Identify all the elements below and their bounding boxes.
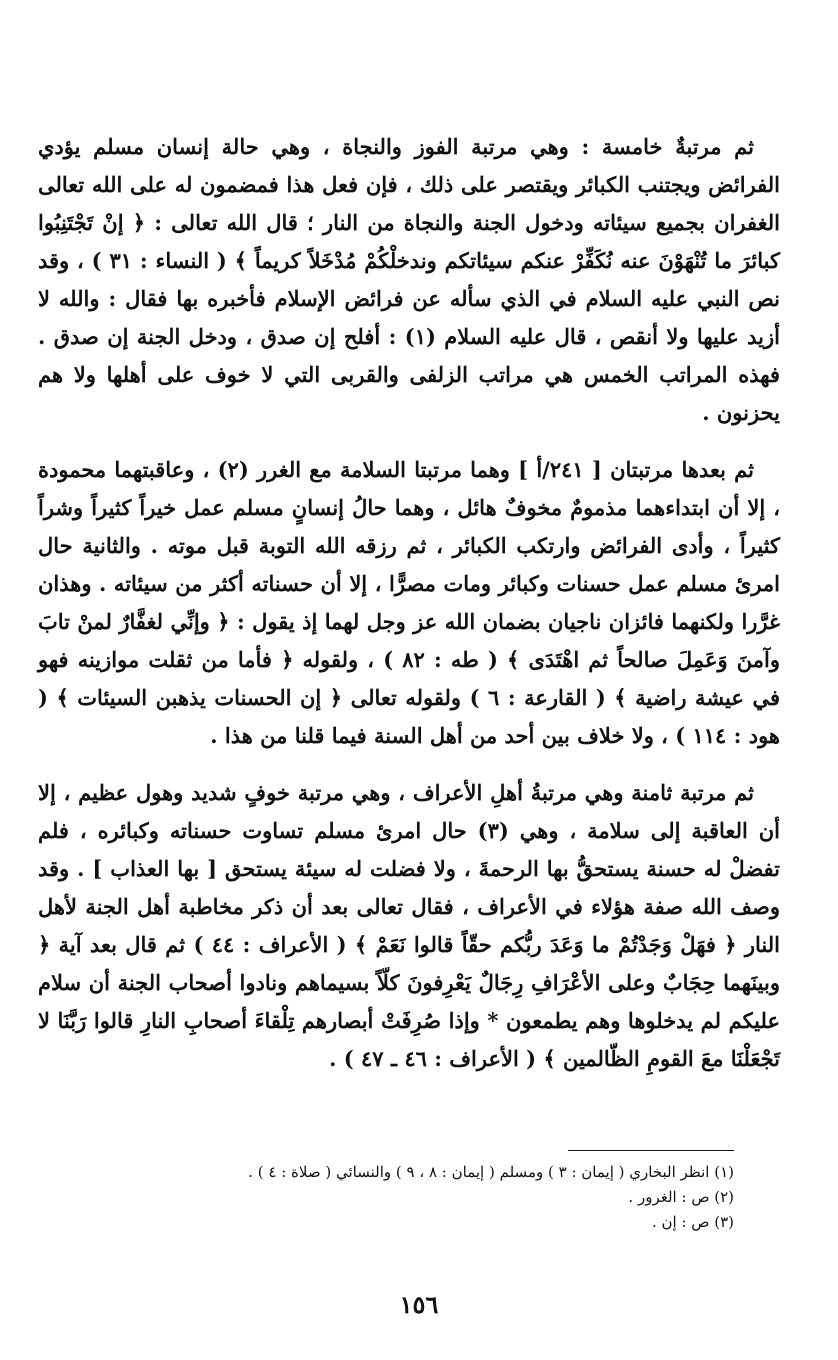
footnotes [60, 1160, 734, 1235]
footnote-1: (١) انظر البخاري ( إيمان : ٣ ) ومسلم ( إيمان : ٨ ، ٩ ) والنسائي ( صلاة : ٤ ) . [248, 1163, 734, 1181]
footnote-2: (٢) ص : الغرور . [628, 1188, 734, 1206]
main-text [38, 128, 780, 1097]
footnote-divider [568, 1150, 734, 1151]
paragraph-eighth-rank: ثم مرتبة ثامنة وهي مرتبةُ أهلِ الأعراف ، وهي مرتبة خوفٍ شديد وهول عظيم ، إلا أن العاقبة إلى سلامة ، وهي (٣) حال امرئ مسلم تساوت حسناته وكبائره ، فلم تفضلْ له حسنة يستحقُّ بها الرحمةَ ، ولا فضلت له سيئة يستحق [ بها العذاب ] . وقد وصف الله صفة هؤلاء في الأعراف ، فقال تعالى بعد أن ذكر مخاطبة أهل الجنة لأهل النار ﴿ فهَلْ وَجَدْتُمْ ما وَعَدَ ربُّكم حقّاً قالوا نَعَمْ ﴾ ( الأعراف : ٤٤ ) ثم قال بعد آية ﴿ وبينَهما حِجَابٌ وعلى الأعْرَافِ رِجَالٌ يَعْرِفونَ كلّاً بسيماهم ونادوا أصحاب الجنة أن سلام عليكم لم يدخلوها وهم يطمعون * وإذا صُرِفَتْ أبصارهم تِلْقاءَ أصحابِ النارِ قالوا رَبَّنَا لا تَجْعَلْنَا معَ القومِ الظّالمين ﴾ ( الأعراف : ٤٦ ـ ٤٧ ) . [38, 780, 781, 1071]
page-number: ١٥٦ [399, 1290, 439, 1319]
footnote-3: (٣) ص : إن . [652, 1213, 734, 1231]
paragraph-two-ranks: ثم بعدها مرتبتان [ ٢٤١/أ ] وهما مرتبتا السلامة مع الغرر (٢) ، وعاقبتهما محمودة ، إلا أن ابتداءهما مذمومٌ مخوفٌ هائل ، وهما حالُ إنسانٍ مسلم عمل خيراً كثيراً وشراً كثيراً ، وأدى الفرائض وارتكب الكبائر ، ثم رزقه الله التوبة قبل موته . والثانية حال امرئ مسلم عمل حسنات وكبائر ومات مصرًّا ، إلا أن حسناته أكثر من سيئاته . وهذان غرَّرا ولكنهما فائزان ناجيان بضمان الله عز وجل لهما إذ يقول : ﴿ وإنِّي لغفَّارٌ لمنْ تابَ وآمنَ وَعَمِلَ صالحاً ثم اهْتَدَى ﴾ ( طه : ٨٢ ) ، ولقوله ﴿ فأما من ثقلت موازينه فهو في عيشة راضية ﴾ ( القارعة : ٦ ) ولقوله تعالى ﴿ إن الحسنات يذهبن السيئات ﴾ ( هود : ١١٤ ) ، ولا خلاف بين أحد من أهل السنة فيما قلنا من هذا . [38, 457, 780, 748]
paragraph-fifth-rank: ثم مرتبةٌ خامسة : وهي مرتبة الفوز والنجاة ، وهي حالة إنسان مسلم يؤدي الفرائض ويجتنب الكبائر ويقتصر على ذلك ، فإن فعل هذا فمضمون له على الله تعالى الغفران بجميع سيئاته ودخول الجنة والنجاة من النار ؛ قال الله تعالى : ﴿ إنْ تَجْتَنِبُوا كبائرَ ما تُنْهَوْنَ عنه نُكَفِّرْ عنكم سيئاتكم وندخلْكُمْ مُدْخَلاً كريماً ﴾ ( النساء : ٣١ ) ، وقد نص النبي عليه السلام في الذي سأله عن فرائض الإسلام فأخبره بها فقال : والله لا أزيد عليها ولا أنقص ، قال عليه السلام (١) : أفلح إن صدق ، ودخل الجنة إن صدق . فهذه المراتب الخمس هي مراتب الزلفى والقربى التي لا خوف على أهلها ولا هم يحزنون . [38, 134, 780, 425]
